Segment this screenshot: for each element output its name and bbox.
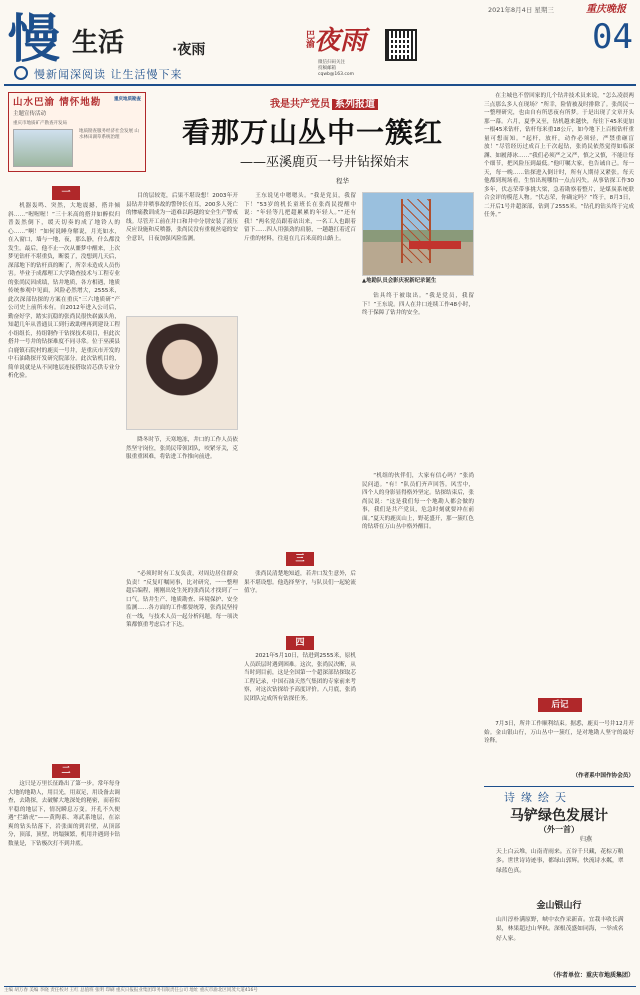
page-number: 04 xyxy=(592,17,633,57)
qr-code-icon[interactable] xyxy=(385,29,417,61)
masthead-divider xyxy=(4,84,636,86)
yeyu-logo-big: 夜雨 xyxy=(314,26,367,56)
section-title-shenghuo: 生活 xyxy=(72,28,125,58)
paragraph: 王东说见中嗯嗯头。“我是党员，我留下！”53岁的机长童班长在张尚民提醒中说：“年轻等几把超累累的年轻人。”“还有我！”两名党员跟着站出来，一名工人也跟着留下……四人用强劲的肩膀，一趟趟扛着近百斤重的材料，往返在几百米高的山路上。 xyxy=(244,193,356,242)
section-marker-1: 一 xyxy=(52,186,80,200)
ad-org: 重庆市地质矿产勘查开发局 xyxy=(13,120,67,126)
poem-author: 归燕 xyxy=(580,836,593,843)
paragraph: 目的层较宽，后果不堪设想！2003年开县钻井井喷事故的警钟长在耳，200多人死亡的惨痛教训成为一道难以跨越的安全生产警戒线。尽管开工前在井口和井中分别安装了液压反应设施和反喷器，张尚民没有重视丝毫的安全意识，日夜加强风险监测。 xyxy=(126,193,238,242)
paragraph: 钻具终于被取出。“我是党员，我留下！”王东说。四人在井口连续工作48小时，终于保障了钻井的安全。 xyxy=(362,293,474,316)
article-column-3 xyxy=(244,192,356,526)
article-column-3c xyxy=(244,652,356,984)
issue-date: 2021年8月4日 星期三 xyxy=(488,6,554,14)
article-column-2b xyxy=(126,436,238,546)
paragraph: 机器轰鸣、突然，大地震撼，搭井倾斜……“喔喔喔！”三十米高的搭井如醉似归普轰然倒下，缓天切奏的成了地铃人的心……“啊！”如何说睡身解说，月光如水，在入窗口，墙与一地，夜，那么静，什么都没发生。最后，他不止一次从噩梦中醒来，上次梦见钻杆不堪重负，断裂了，没想到几天后，深部地下的钻杆真的断了，所幸未造成人员伤害。毕业于成都理工大学勘查技术与工程专业的张尚民因成绩，钻井地质，各方相遇，地质传统参观中见面，风险必然增大，2555米，此次深部钻探的方案在重庆“三六地质研”产公司史上前所未有。自2012年进入公司后，勤奋好学，踏实沉稳的张尚民很快崭露头角，知超几年从普通员工到行政助理再到建设工程小组组长，持组钢作干钻探技术项目，但此次搭井一号井的钻探难度不同寻常。位于巫溪县白鹿镇石院村的鹿页一号井，是重庆市开发的中石油勘探开发研究院部分。此次钻机目的，简单说就是从不同地层连接搭取岩芯供专业分析化验。 xyxy=(8,203,120,379)
contact-email: cqwb@163.com xyxy=(318,71,354,77)
contact-line: 投稿邮箱 xyxy=(318,65,336,71)
article-column-5 xyxy=(484,92,634,672)
poem-title-2: 金山银山行 xyxy=(536,901,582,911)
poem-credit: （作者单位：重庆市地质集团） xyxy=(549,972,634,979)
drilling-rig-icon xyxy=(401,199,431,263)
paragraph: “机组的伙伴们，大家有信心吗？”张尚民问道。“有！”队员们齐声回答。风雪中，四个人的身影显得格外坚定。钻探结束后，张尚民说：“这是我们每一个地勘人都会做的事，我们是共产党员，危急时刻就要冲在前面。”夏天的鹿页山上，野花盛开，那一簇红色的钻塔在万山丛中格外醒目。 xyxy=(362,473,474,530)
article-column-4 xyxy=(362,292,474,492)
paragraph: “必须时时有工友负责，对周边居住群众负责！”反复叮嘱同事，比对研究，一一整理超后编程，刚刚出处生死的张尚民才找到了一口气。钻井生产、地质勘查、环境保护、安全监测……各方面的工作都要统筹，张尚民坚持在一线，与技术人员一起分析问题，每一项决策都慎重考虑后才下达。 xyxy=(126,571,238,628)
section-marker-3: 三 xyxy=(286,552,314,566)
photo-caption: ▲地勘队员会影庆祝新纪录诞生 xyxy=(362,278,437,284)
afterword-text xyxy=(484,720,634,772)
ad-desc: 地质勘查服务经济社会发展 山水林田湖草系统治理 xyxy=(79,128,139,140)
paragraph: 2021年5月10日，钻进到2555米，原机人员跃层时遇到困难。这次，张尚民决断，从当时到目前，这是全国第一个超深部钻探取芯工程记录，中国石油天然气集团的专家前来考察，对这次钻探给予高度评价。八月底，张尚民团队完成所有钻探任务。 xyxy=(244,653,356,702)
promo-ad[interactable] xyxy=(8,92,146,172)
poem-body-2: 山川淳朴满原野，峡中农作采新苗。宜栽丰收长满果，林果超过山华秋。深根茂盛如同海，一举成名好人家。 xyxy=(496,917,624,942)
article-credit: （作者系中国作协会员） xyxy=(572,773,634,779)
series-label xyxy=(270,98,378,113)
ad-logo: 重庆地质勘查 xyxy=(114,97,141,102)
poem-body-1: 天上白云堆，山南青雨来。五谷千只藏，花棕万粮多。世世诗诗迹事，都绿山郭辉。快流诗水粼，翠绿蓝色真。 xyxy=(496,849,624,874)
contact-line: 微信扫码关注 xyxy=(318,60,345,65)
article-column-1 xyxy=(8,202,120,762)
paragraph: 降冬时节，天寒地冻，井口的工作人员依然坚守岗位，张尚民带领团队，咬紧牙关，克服重重困难，将钻进工作推向前进。 xyxy=(126,437,238,460)
series-tag: 系列报道 xyxy=(332,99,378,110)
article-subhead: ——巫溪鹿页一号井钻探始末 xyxy=(240,155,410,170)
afterword-marker: 后记 xyxy=(538,698,582,712)
section-title-yeyu: ·夜雨 xyxy=(172,42,206,58)
article-column-2 xyxy=(126,192,238,312)
paragraph: 在主城也不曾回家的几个钻井技术员来说，“怎么凌晨两三点那么多人在现场？”所幸，险情被及时排除了。张尚民一一整理研究，也由自有所思夜有所梦。于是出现了文章开头那一幕。六月，夏季又至，钻机越来越快，每往下45米更加一根45米钻杆，钻杆每米重18公斤，如今地下上百根钻杆重量可想而知。“起杆，放杆，动作必须轻，严禁重砸盲放！”尽管经历过成百上千次起钻，张尚民依然觉得如临深渊、如履薄冰……“我们必须严之又严，慎之又慎，不能让每个细节，把风险压到最低。”他叮嘱大家，也告诫自己。每一天，每一晚……钻探进入倒计时，所有人期待又紧张。每天他都到现场看，生怕出现哪怕一点点闪失。从事钻探工作30多年，伏志荣带事挑大梁，急着勘察着整片，是煤炭系统联合会评的模范人物。“伏志荣，你确定吗？”终于，8月3日，二开后1号井超深部，钻到了2555米。“钻孔的钻头终于完成任务。” xyxy=(484,93,634,218)
section-marker-2: 二 xyxy=(52,764,80,778)
drilling-rig-photo xyxy=(362,192,474,276)
page-footer: 主编 胡万春 美编 李晓 责任校对 王红 总值班 张明 印刷 重庆日报报业集团印务有限责任公司 地址 重庆市渝北区同茂大道416号 xyxy=(4,986,636,995)
article-column-2c xyxy=(126,570,238,980)
section-marker-4: 四 xyxy=(286,636,314,650)
contact-info xyxy=(318,60,354,78)
record-banner xyxy=(409,241,461,249)
article-column-4b xyxy=(362,472,474,984)
author-portrait xyxy=(126,316,238,430)
article-column-1b xyxy=(8,780,120,980)
ad-image xyxy=(13,129,73,167)
section-slogan: 慢新闻深阅读 让生活慢下来 xyxy=(34,68,183,81)
series-name: 我是共产党员 xyxy=(270,99,330,110)
paragraph: 7月3日，所井工作顺利结束。据悉，鹿页一号井12月开始。金山银山行，万山丛中一簇红，是对地勘人坚守的最好诠释。 xyxy=(484,721,634,744)
poem-section: 诗缘绘天 xyxy=(504,791,572,804)
yeyu-logo-small: 巴渝 xyxy=(304,30,315,48)
slogan-icon xyxy=(14,66,28,80)
newspaper-brand: 重庆晚报 xyxy=(586,4,626,15)
article-author: 程华 xyxy=(336,177,349,185)
poem-title: 马铲绿色发展计 xyxy=(510,808,608,824)
poem-subtitle: （外一首） xyxy=(539,824,579,834)
ad-title: 山水巴渝 情怀地勘 xyxy=(13,97,102,108)
paragraph: 这只是万里长征路出了第一步。常年每身大地的地勘人，用目光，用双足，用设备去调查，去勘探，去破解大地深处的秘密，而着似平稳的地层下，情况瞬息万变。开孔不久便遇“拦路虎”——黄陶系、寒武系地层，在凉爽的钻头钻落下，岩张面的到岩壁，从顶部分，顶部，顶壁，坍塌频繁，机用井遇到卡钻数量是，下钻极次打不到井底。 xyxy=(8,781,120,847)
article-headline: 看那万山丛中一簇红 xyxy=(182,116,444,149)
ad-subtitle: 主题宣传活动 xyxy=(13,110,47,117)
paragraph: 张尚民清楚地知道，若井口发生意外，后果不堪设想。他选择坚守，与队员们一起轮流值守。 xyxy=(244,571,356,594)
poem-section-header xyxy=(484,786,634,806)
section-title-man: 慢 xyxy=(8,9,61,70)
